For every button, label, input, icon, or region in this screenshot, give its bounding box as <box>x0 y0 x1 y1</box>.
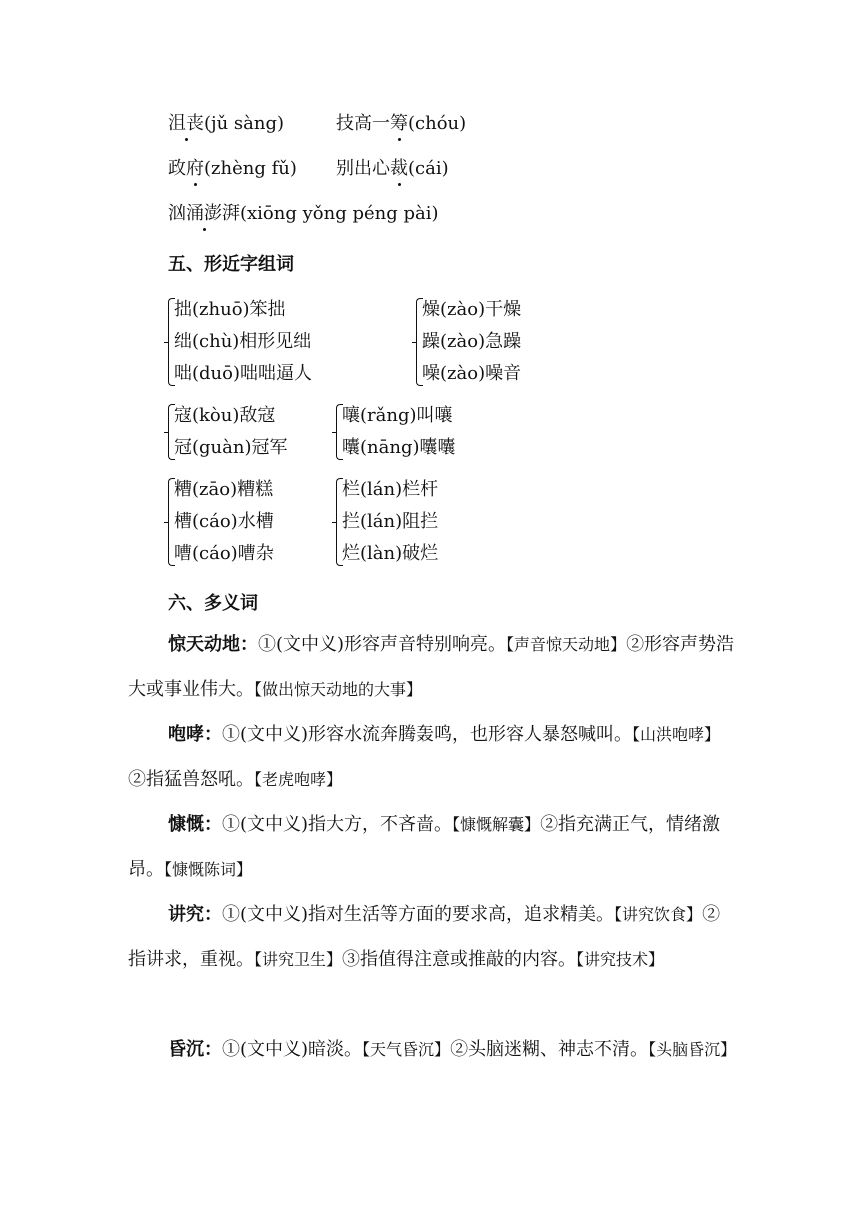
pron-right: 技高一筹(chóu) <box>336 113 467 134</box>
entry-term: 咆哮： <box>168 724 222 745</box>
section-heading: 六、多义词 <box>168 593 258 614</box>
similar-char-group <box>168 400 288 464</box>
group-item: 烂(làn)破烂 <box>342 543 439 564</box>
definition: ③指值得注意或推敲的内容。 <box>342 949 577 970</box>
group-item: 拙(zhuō)笨拙 <box>174 299 286 320</box>
pron-left: 政府(zhèng fǔ) <box>168 158 297 179</box>
example: 【慷慨陈词】 <box>164 860 253 879</box>
polysemy-entry <box>128 1027 738 1072</box>
group-item: 冠(guàn)冠军 <box>174 437 288 458</box>
definition: ②形容声势浩大或事业伟大。 <box>128 634 735 700</box>
group-item: 囔(nāng)囔囔 <box>342 437 456 458</box>
group-item: 嚷(rǎng)叫嚷 <box>342 405 453 426</box>
pron-left: 汹涌澎湃(xiōng yǒng péng pài) <box>168 203 439 224</box>
definition: ②指讲求，重视。 <box>128 904 721 970</box>
similar-char-group <box>168 474 274 570</box>
group-item: 躁(zào)急躁 <box>422 331 522 352</box>
polysemy-entry <box>128 712 738 802</box>
example: 【讲究技术】 <box>576 950 665 969</box>
similar-char-group <box>168 294 312 390</box>
definition: ②指充满正气，情绪激昂。 <box>128 814 721 880</box>
example: 【慷慨解囊】 <box>452 815 541 834</box>
similar-char-group <box>336 474 439 570</box>
pron-right: 别出心裁(cái) <box>336 158 449 179</box>
example: 【讲究饮食】 <box>614 905 703 924</box>
definition: ①(文中义)形容水流奔腾轰鸣，也形容人暴怒喊叫。 <box>222 724 633 745</box>
section-heading: 五、形近字组词 <box>168 254 294 275</box>
definition: ①(文中义)暗淡。 <box>222 1039 363 1060</box>
example: 【老虎咆哮】 <box>254 770 343 789</box>
definition: ②指猛兽怒吼。 <box>128 769 254 790</box>
entry-term: 讲究： <box>168 904 222 925</box>
group-item: 栏(lán)栏杆 <box>342 479 439 500</box>
group-item: 燥(zào)干燥 <box>422 299 522 320</box>
definition: ②头脑迷糊、神志不清。 <box>450 1039 649 1060</box>
group-item: 寇(kòu)敌寇 <box>174 405 276 426</box>
group-item: 噪(zào)噪音 <box>422 363 522 384</box>
example: 【山洪咆哮】 <box>632 725 721 744</box>
group-item: 绌(chù)相形见绌 <box>174 331 312 352</box>
definition: ①(文中义)形容声音特别响亮。 <box>258 634 507 655</box>
entry-term: 惊天动地： <box>168 634 258 655</box>
entry-term: 慷慨： <box>168 814 222 835</box>
similar-char-group <box>416 294 522 390</box>
pronunciation-row <box>168 112 467 136</box>
group-item: 糟(zāo)糟糕 <box>174 479 274 500</box>
example: 【做出惊天动地的大事】 <box>254 680 423 699</box>
polysemy-entry <box>128 892 738 982</box>
group-item: 拦(lán)阻拦 <box>342 511 439 532</box>
polysemy-entry <box>128 622 738 712</box>
polysemy-entry <box>128 802 738 892</box>
example: 【声音惊天动地】 <box>506 635 627 654</box>
definition: ①(文中义)指对生活等方面的要求高，追求精美。 <box>222 904 615 925</box>
similar-char-group <box>336 400 456 464</box>
entry-term: 昏沉： <box>168 1039 222 1060</box>
definition: ①(文中义)指大方，不吝啬。 <box>222 814 453 835</box>
pronunciation-row <box>168 202 439 226</box>
group-item: 咄(duō)咄咄逼人 <box>174 363 312 384</box>
group-item: 槽(cáo)水槽 <box>174 511 274 532</box>
pronunciation-row <box>168 157 449 181</box>
pron-left: 沮丧(jǔ sàng) <box>168 113 285 134</box>
example: 【头脑昏沉】 <box>648 1040 737 1059</box>
example: 【讲究卫生】 <box>254 950 343 969</box>
example: 【天气昏沉】 <box>362 1040 451 1059</box>
group-item: 嘈(cáo)嘈杂 <box>174 543 274 564</box>
